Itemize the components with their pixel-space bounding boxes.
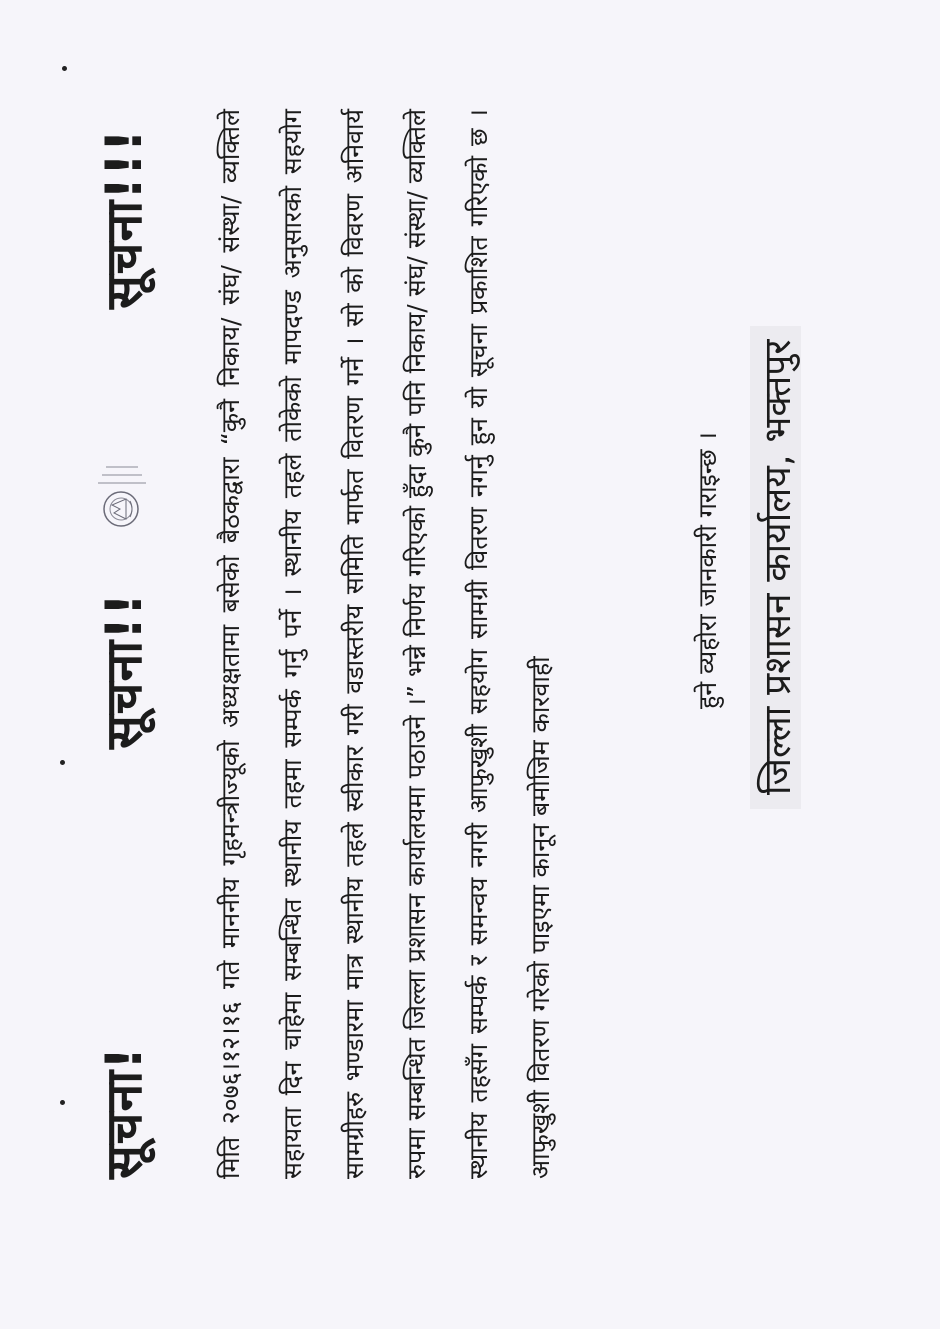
notice-paragraph: मिति २०७६।१२।१६ गते माननीय गृहमन्त्रीज्यूको अध्यक्षतामा बसेको बैठकद्वारा “कुनै निकाय/ संघ/ संस्था/ व्यक्तिले सहायता दिन चाहेमा सम्बन्धित स्थानीय तहमा सम्पर्क गर्नु पर्ने । स्थानीय तहले तोकेको मापदण्ड अनुसारको सहयोग सामग्रीहरु भण्डारमा मात्र स्थानीय तहले स्वीकार गरी वडास्तरीय समिति मार्फत वितरण गर्ने । सो को विवरण अनिवार्य रुपमा सम्बन्धित जिल्ला प्रशासन कार्यालयमा पठाउने ।” भन्ने निर्णय गरिएको हुँदा कुनै पनि निकाय/ संघ/ संस्था/ व्यक्तिले स्थानीय तहसँग सम्पर्क र समन्वय नगरी आफुखुशी सहयोग सामग्री वितरण नगर्नु हुन यो सूचना प्रकाशित गरिएको छ । आफुखुशी वितरण गरेको पाइएमा कानून बमोजिम कारवाही <box>216 109 555 1179</box>
notice-closing-line: हुने व्यहोरा जानकारी गराइन्छ । <box>693 432 722 709</box>
headings-row <box>88 59 178 1179</box>
speck-mark <box>60 760 65 765</box>
speck-mark <box>60 1100 65 1105</box>
heading-notice-3: सूचना!!! <box>95 128 153 309</box>
speck-mark <box>62 66 67 71</box>
heading-notice-1: सूचना! <box>95 1045 153 1179</box>
office-signature: जिल्ला प्रशासन कार्यालय, भक्तपुर <box>750 326 801 809</box>
notice-body <box>200 109 572 1179</box>
heading-notice-2: सूचना!! <box>95 592 153 749</box>
government-seal-icon <box>76 449 166 539</box>
